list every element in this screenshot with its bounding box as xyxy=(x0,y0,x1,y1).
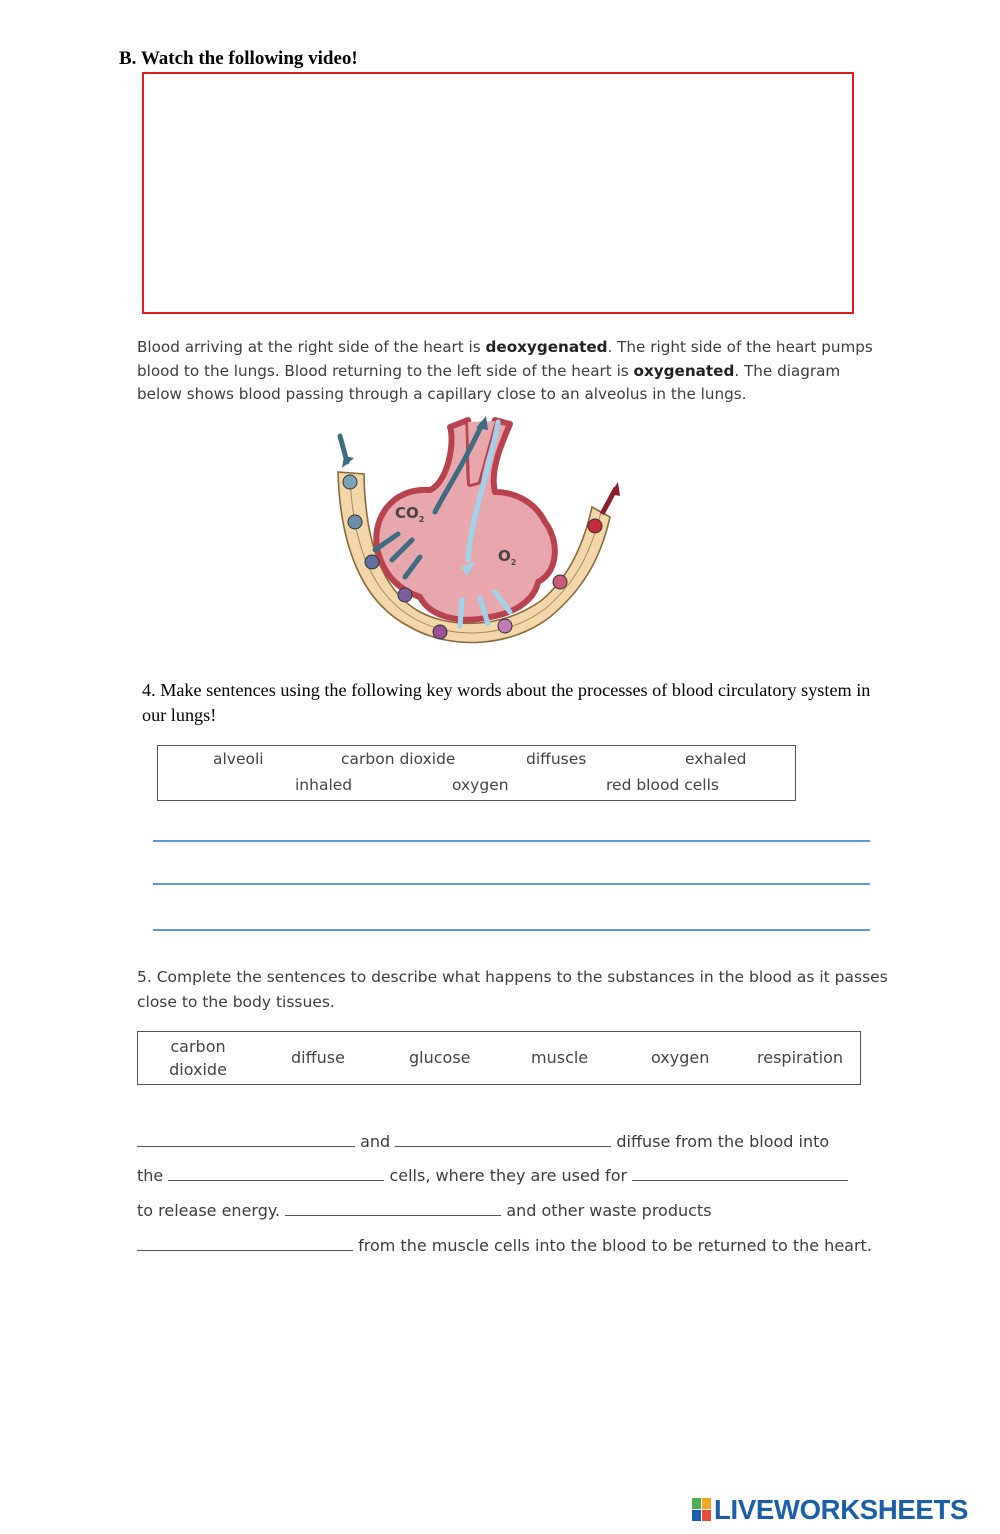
answer-line-1[interactable] xyxy=(153,840,870,842)
word-bank-item: diffuses xyxy=(526,750,587,768)
word-bank-item: carbon dioxide xyxy=(341,750,456,768)
blank-field[interactable] xyxy=(168,1168,384,1181)
answer-line-2[interactable] xyxy=(153,883,870,885)
section-b-heading: B. Watch the following video! xyxy=(119,48,358,69)
logo-text: LIVEWORKSHEETS xyxy=(714,1494,969,1525)
word-bank-item: glucose xyxy=(409,1048,471,1067)
word-bank-item: alveoli xyxy=(213,750,264,768)
sentence-text: and other waste products xyxy=(506,1201,712,1220)
intro-paragraph xyxy=(137,336,877,407)
liveworksheets-logo[interactable] xyxy=(692,1494,992,1526)
question-5-prompt: 5. Complete the sentences to describe what happens to the substances in the blood as it passes close to the body tissues. xyxy=(137,968,888,1011)
word-bank-item: diffuse xyxy=(291,1048,345,1067)
word-bank-item: inhaled xyxy=(295,776,353,794)
sentence-text: diffuse from the blood into xyxy=(616,1132,830,1151)
video-embed-frame[interactable] xyxy=(142,72,854,314)
word-bank-item: respiration xyxy=(757,1048,844,1067)
sentence-line-1 xyxy=(137,1132,829,1151)
sentence-text: to release energy. xyxy=(137,1201,281,1220)
sentence-line-4 xyxy=(137,1236,872,1255)
word-bank-item: red blood cells xyxy=(606,776,719,794)
word-bank-item: oxygen xyxy=(651,1048,710,1067)
question-5-word-bank xyxy=(137,1031,861,1085)
blank-field[interactable] xyxy=(632,1168,848,1181)
word-bank-item: oxygen xyxy=(452,776,509,794)
logo-blocks-icon xyxy=(692,1498,712,1522)
word-bank-item: exhaled xyxy=(685,750,747,768)
co2-label: CO xyxy=(395,504,419,522)
o2-subscript: 2 xyxy=(510,558,517,567)
intro-text-1: Blood arriving at the right side of the heart is xyxy=(137,338,486,356)
o2-label: O xyxy=(498,547,511,565)
blank-field[interactable] xyxy=(137,1238,353,1251)
sentence-line-2 xyxy=(137,1166,848,1185)
word-bank-item-line: dioxide xyxy=(169,1060,227,1079)
word-bank-item: muscle xyxy=(531,1048,589,1067)
blank-field[interactable] xyxy=(285,1203,501,1216)
blank-field[interactable] xyxy=(137,1134,355,1147)
sentence-text: the xyxy=(137,1166,164,1185)
sentence-line-3 xyxy=(137,1201,712,1220)
co2-subscript: 2 xyxy=(418,515,425,524)
question-4-word-bank xyxy=(157,745,796,801)
sentence-text: from the muscle cells into the blood to be returned to the heart. xyxy=(358,1236,872,1255)
sentence-text: and xyxy=(360,1132,391,1151)
question-4-prompt: 4. Make sentences using the following key words about the processes of blood circulatory system in our lungs! xyxy=(142,680,871,725)
blank-field[interactable] xyxy=(395,1134,611,1147)
intro-text-2: . The right side of the heart pumps blood to the lungs. Blood returning to the left side of the heart is xyxy=(137,338,873,380)
intro-bold-deoxygenated: deoxygenated xyxy=(485,338,608,356)
answer-line-3[interactable] xyxy=(153,929,870,931)
sentence-text: cells, where they are used for xyxy=(389,1166,628,1185)
intro-text-3: . The diagram below shows blood passing through a capillary close to an alveolus in the lungs. xyxy=(137,361,841,403)
word-bank-item xyxy=(160,1035,236,1081)
word-bank-item-line: carbon xyxy=(170,1037,226,1056)
oxygenated-exit-arrowhead xyxy=(610,482,620,496)
alveolus-capillary-diagram xyxy=(320,412,630,662)
intro-bold-oxygenated: oxygenated xyxy=(633,361,735,380)
